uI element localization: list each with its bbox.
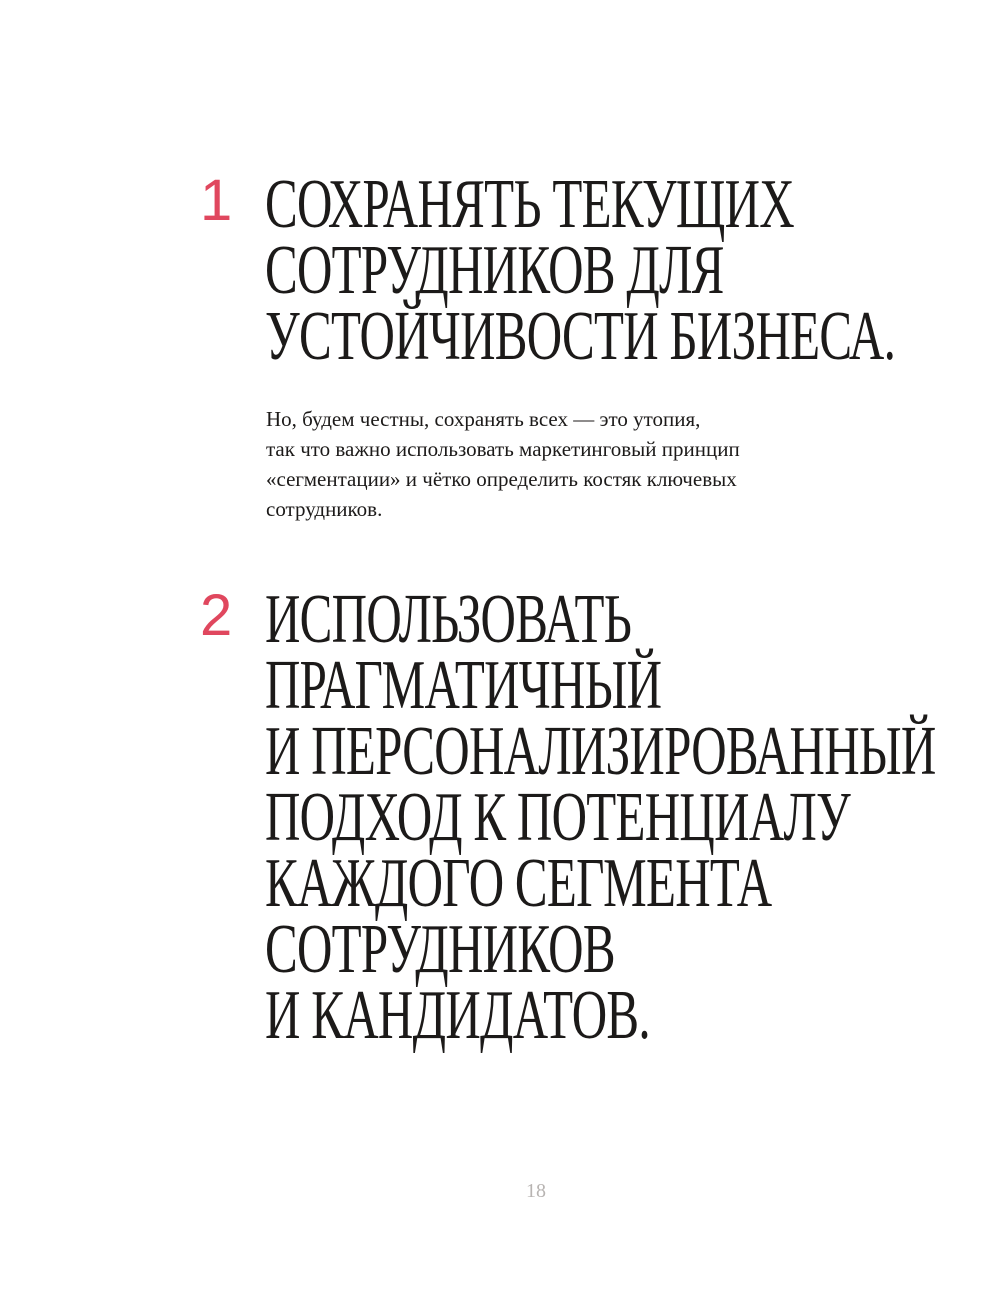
item-body-line: так что важно использовать маркетинговый принцип: [266, 437, 740, 461]
item-number: 2: [200, 583, 233, 648]
item-heading-line: УСТОЙЧИВОСТИ БИЗНЕСА.: [265, 298, 896, 375]
item-heading: [265, 581, 936, 1054]
item-heading-line: СОТРУДНИКОВ: [265, 911, 615, 988]
item-number: 1: [200, 168, 233, 233]
item-heading-line: ПРАГМАТИЧНЫЙ: [265, 647, 662, 724]
item-heading: [265, 166, 896, 375]
page-number: 18: [526, 1180, 546, 1202]
item-heading-line: СОТРУДНИКОВ ДЛЯ: [265, 232, 724, 309]
item-body-line: Но, будем честны, сохранять всех — это утопия,: [266, 407, 701, 431]
item-heading-line: И КАНДИДАТОВ.: [265, 977, 650, 1054]
item-heading-line: ПОДХОД К ПОТЕНЦИАЛУ: [265, 779, 851, 856]
item-body-line: сотрудников.: [266, 497, 383, 521]
item-heading-line: КАЖДОГО СЕГМЕНТА: [265, 845, 772, 922]
item-heading-line: ИСПОЛЬЗОВАТЬ: [265, 581, 632, 658]
item-heading-line: СОХРАНЯТЬ ТЕКУЩИХ: [265, 166, 794, 243]
item-body-text: [266, 404, 740, 524]
item-body-line: «сегментации» и чётко определить костяк ключевых: [266, 467, 737, 491]
item-heading-line: И ПЕРСОНАЛИЗИРОВАННЫЙ: [265, 713, 936, 790]
